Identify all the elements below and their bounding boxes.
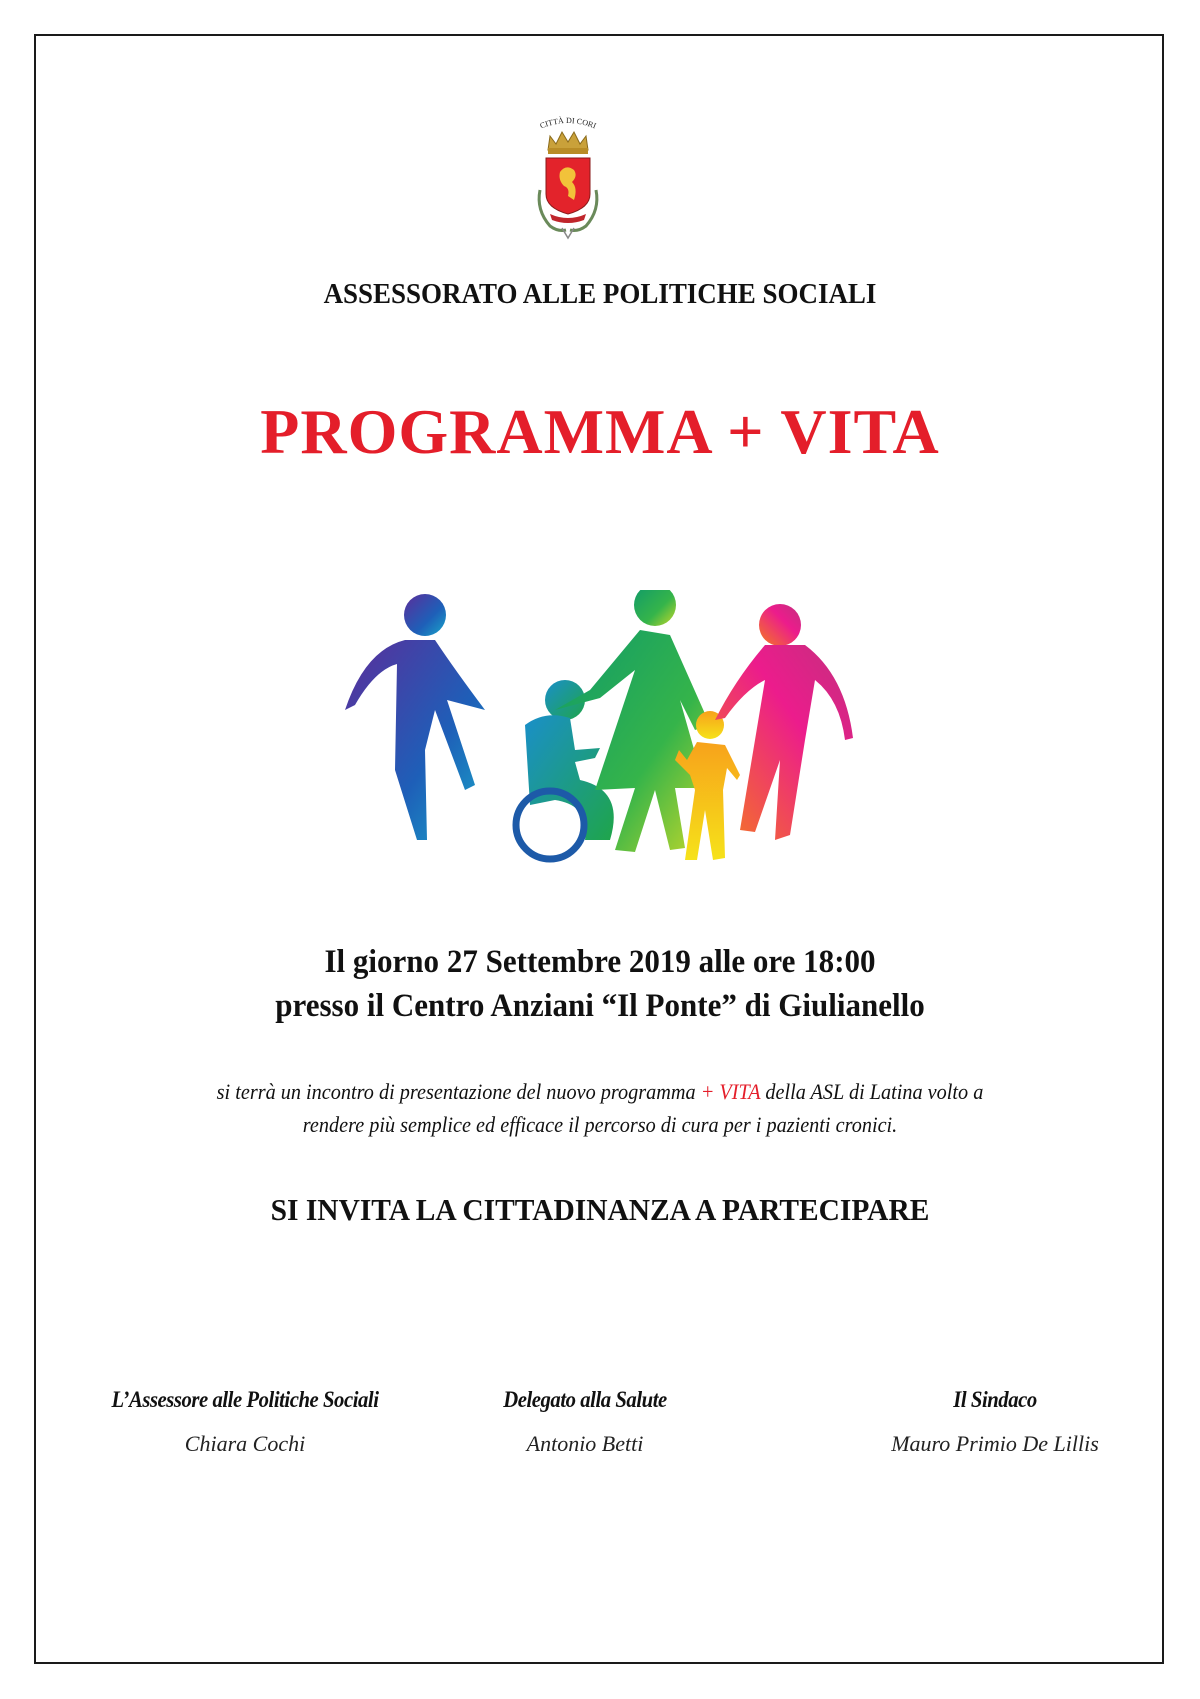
event-location: presso il Centro Anziani “Il Ponte” di Giulianello — [275, 988, 925, 1024]
signature-sindaco — [850, 1387, 1140, 1457]
event-date-location — [36, 940, 1164, 1028]
svg-text:CITTÀ DI CORI: CITTÀ DI CORI — [538, 115, 598, 131]
event-description — [48, 1075, 1152, 1141]
event-date-time: Il giorno 27 Settembre 2019 alle ore 18:00 — [324, 944, 876, 980]
department-heading: ASSESSORATO ALLE POLITICHE SOCIALI — [323, 278, 877, 310]
invitation-heading: SI INVITA LA CITTADINANZA A PARTECIPARE — [270, 1192, 930, 1227]
city-crest-icon — [520, 110, 616, 250]
signature-role: Delegato alla Salute — [503, 1387, 667, 1412]
description-line-2: rendere più semplice ed efficace il percorso di cura per i pazienti cronici. — [302, 1112, 898, 1137]
signature-name: Mauro Primio De Lillis — [891, 1431, 1099, 1456]
signature-role: Il Sindaco — [953, 1387, 1037, 1412]
description-line-1: si terrà un incontro di presentazione del nuovo programma + VITA della ASL di Latina volto a — [216, 1079, 984, 1104]
signature-role: L’Assessore alle Politiche Sociali — [111, 1387, 379, 1412]
program-highlight: + VITA — [700, 1079, 761, 1104]
signature-name: Chiara Cochi — [184, 1431, 306, 1456]
program-title: PROGRAMMA + VITA — [260, 396, 940, 467]
family-wheelchair-illustration-icon — [335, 590, 935, 890]
signature-assessore — [70, 1387, 420, 1457]
signature-delegato — [470, 1387, 700, 1457]
signature-name: Antonio Betti — [526, 1431, 644, 1456]
